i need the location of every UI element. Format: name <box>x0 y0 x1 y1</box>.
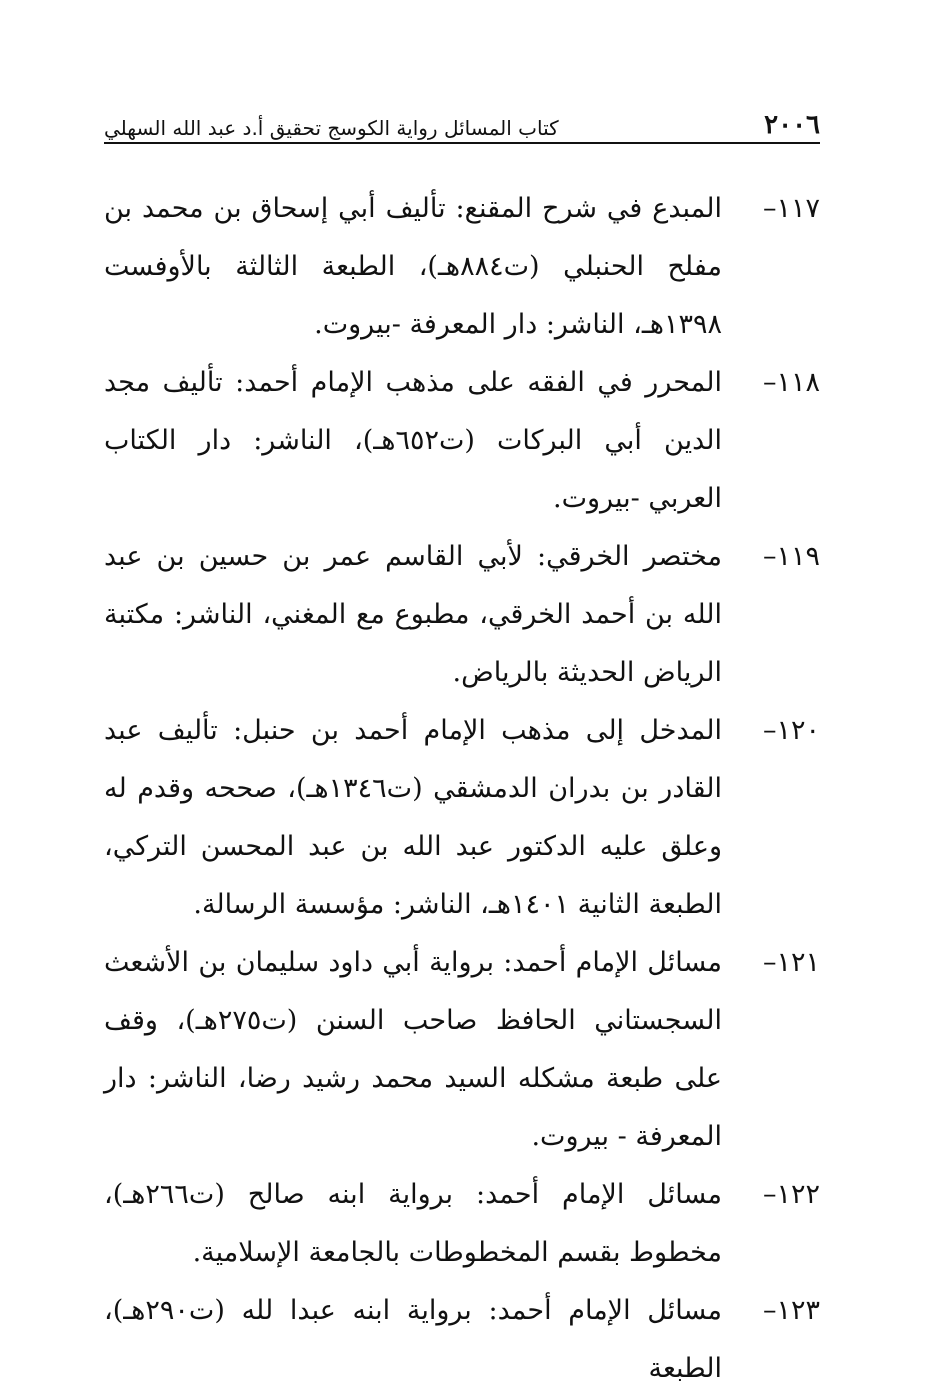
entry-number: ١٢٣– <box>762 1295 820 1326</box>
entry-text: المحرر في الفقه على مذهب الإمام أحمد: تأليف مجد الدين أبي البركات (ت٦٥٢هـ)، الناشر: دار الكتاب العربي -بيروت. <box>104 367 722 514</box>
running-title: كتاب المسائل رواية الكوسج تحقيق أ.د عبد الله السهلي <box>104 116 559 140</box>
entry-text: المدخل إلى مذهب الإمام أحمد بن حنبل: تأليف عبد القادر بن بدران الدمشقي (ت١٣٤٦هـ)، صححه وقدم له وعلق عليه الدكتور عبد الله بن عبد المحسن التركي، الطبعة الثانية ١٤٠١هـ، الناشر: مؤسسة الرسالة. <box>104 715 722 920</box>
bibliography-entry <box>104 180 820 354</box>
bibliography-entry <box>104 528 820 702</box>
entry-number: ١٢١– <box>762 947 820 978</box>
bibliography-entry <box>104 1282 820 1398</box>
entry-number: ١٢٢– <box>762 1179 820 1210</box>
entry-text: مسائل الإمام أحمد: برواية ابنه عبدا لله (ت٢٩٠هـ)، الطبعة <box>104 1295 722 1384</box>
header-rule <box>104 142 820 144</box>
bibliography-entry <box>104 934 820 1166</box>
page-number: ٢٠٠٦ <box>764 110 820 140</box>
entry-text: مسائل الإمام أحمد: برواية ابنه صالح (ت٢٦٦هـ)، مخطوط بقسم المخطوطات بالجامعة الإسلامية. <box>104 1179 722 1268</box>
bibliography-list <box>104 180 820 1398</box>
bibliography-entry <box>104 1166 820 1282</box>
bibliography-entry <box>104 354 820 528</box>
entry-text: مختصر الخرقي: لأبي القاسم عمر بن حسين بن عبد الله بن أحمد الخرقي، مطبوع مع المغني، الناشر: مكتبة الرياض الحديثة بالرياض. <box>104 541 722 688</box>
entry-number: ١١٩– <box>762 541 820 572</box>
running-header <box>104 100 820 140</box>
entry-text: المبدع في شرح المقنع: تأليف أبي إسحاق بن محمد بن مفلح الحنبلي (ت٨٨٤هـ)، الطبعة الثالثة بالأوفست ١٣٩٨هـ، الناشر: دار المعرفة -بيروت. <box>104 193 722 340</box>
entry-number: ١١٨– <box>762 367 820 398</box>
entry-text: مسائل الإمام أحمد: برواية أبي داود سليمان بن الأشعث السجستاني الحافظ صاحب السنن (ت٢٧٥هـ)، وقف على طبعة مشكله السيد محمد رشيد رضا، الناشر: دار المعرفة - بيروت. <box>104 947 723 1152</box>
entry-number: ١١٧– <box>762 193 820 224</box>
bibliography-entry <box>104 702 820 934</box>
entry-number: ١٢٠– <box>762 715 820 746</box>
